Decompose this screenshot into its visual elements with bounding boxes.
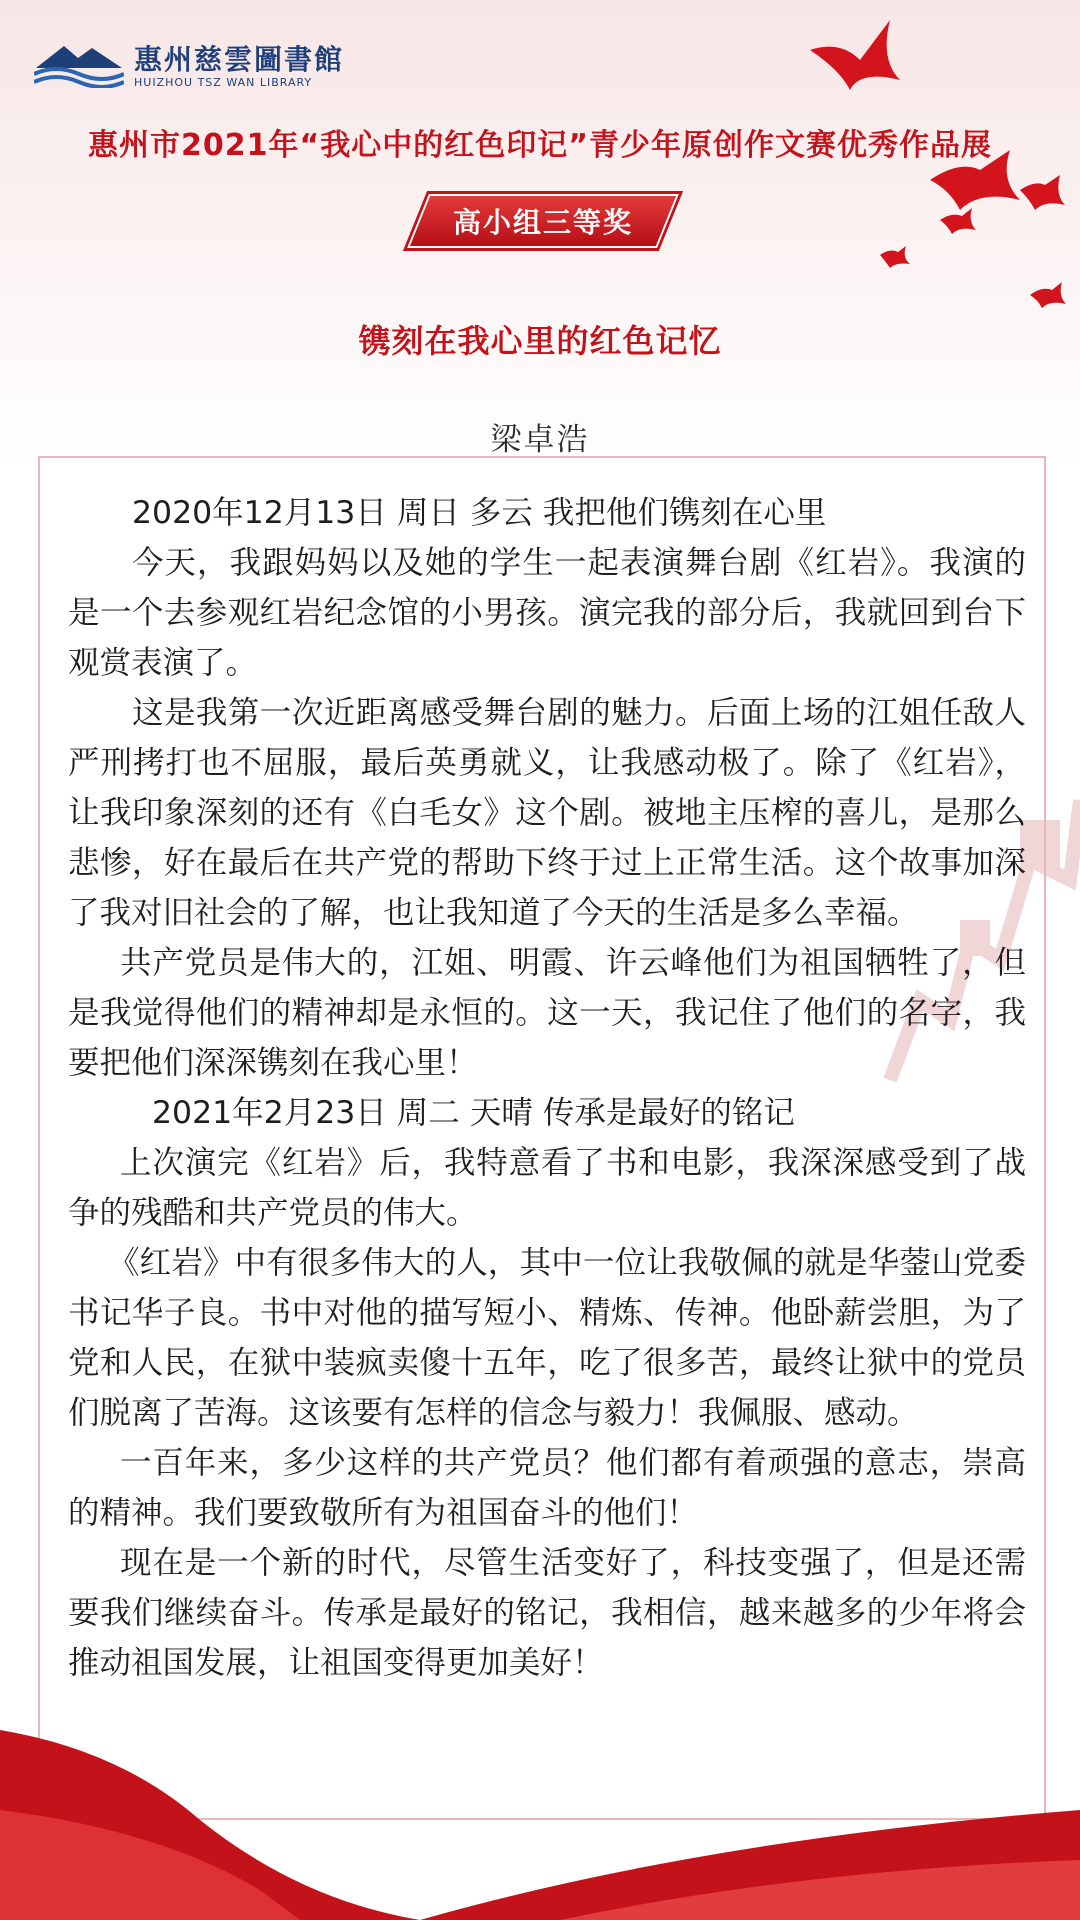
paragraph: 今天，我跟妈妈以及她的学生一起表演舞台剧《红岩》。我演的是一个去参观红岩纪念馆的小男孩。演完我的部分后，我就回到台下观赏表演了。 xyxy=(68,545,1026,681)
library-logo-icon xyxy=(34,38,124,88)
paragraph: 共产党员是伟大的，江姐、明霞、许云峰他们为祖国牺牲了，但是我觉得他们的精神却是永恒的。这一天，我记住了他们的名字，我要把他们深深镌刻在我心里！ xyxy=(68,945,1026,1081)
paragraph: 上次演完《红岩》后，我特意看了书和电影，我深深感受到了战争的残酷和共产党员的伟大。 xyxy=(68,1145,1026,1231)
diary-heading-1: 2020年12月13日 周日 多云 我把他们镌刻在心里 xyxy=(132,495,827,531)
paragraph: 《红岩》中有很多伟大的人，其中一位让我敬佩的就是华蓥山党委书记华子良。书中对他的描写短小、精炼、传神。他卧薪尝胆，为了党和人民，在狱中装疯卖傻十五年，吃了很多苦，最终让狱中的党员们脱离了苦海。这该要有怎样的信念与毅力！我佩服、感动。 xyxy=(68,1245,1026,1431)
dove-icon xyxy=(810,20,900,90)
paragraph: 这是我第一次近距离感受舞台剧的魅力。后面上场的江姐任敌人严刑拷打也不屈服，最后英勇就义，让我感动极了。除了《红岩》，让我印象深刻的还有《白毛女》这个剧。被地主压榨的喜儿，是那么悲惨，好在最后在共产党的帮助下终于过上正常生活。这个故事加深了我对旧社会的了解，也让我知道了今天的生活是多么幸福。 xyxy=(68,695,1026,931)
dove-icon xyxy=(1030,282,1066,308)
author-name: 梁卓浩 xyxy=(490,422,590,458)
award-label: 高小组三等奖 xyxy=(452,206,633,239)
diary-heading-2: 2021年2月23日 周二 天晴 传承是最好的铭记 xyxy=(152,1095,795,1131)
event-title: 惠州市2021年“我心中的红色印记”青少年原创作文赛优秀作品展 xyxy=(88,128,992,163)
essay-body xyxy=(68,488,1026,1688)
dove-icon xyxy=(940,208,976,234)
library-logo xyxy=(34,34,345,94)
library-name-cn: 惠州慈雲圖書館 xyxy=(134,43,345,76)
paragraph: 一百年来，多少这样的共产党员？他们都有着顽强的意志，崇高的精神。我们要致敬所有为祖国奋斗的他们！ xyxy=(68,1445,1026,1531)
library-name-en: HUIZHOU TSZ WAN LIBRARY xyxy=(134,76,313,89)
dove-icon xyxy=(880,246,910,268)
paragraph: 现在是一个新的时代，尽管生活变好了，科技变强了，但是还需要我们继续奋斗。传承是最好的铭记，我相信，越来越多的少年将会推动祖国发展，让祖国变得更加美好！ xyxy=(68,1545,1026,1681)
red-doves-decoration xyxy=(780,0,1080,340)
award-badge xyxy=(407,194,679,248)
dove-icon xyxy=(1020,175,1065,210)
essay-title: 镌刻在我心里的红色记忆 xyxy=(358,322,722,360)
